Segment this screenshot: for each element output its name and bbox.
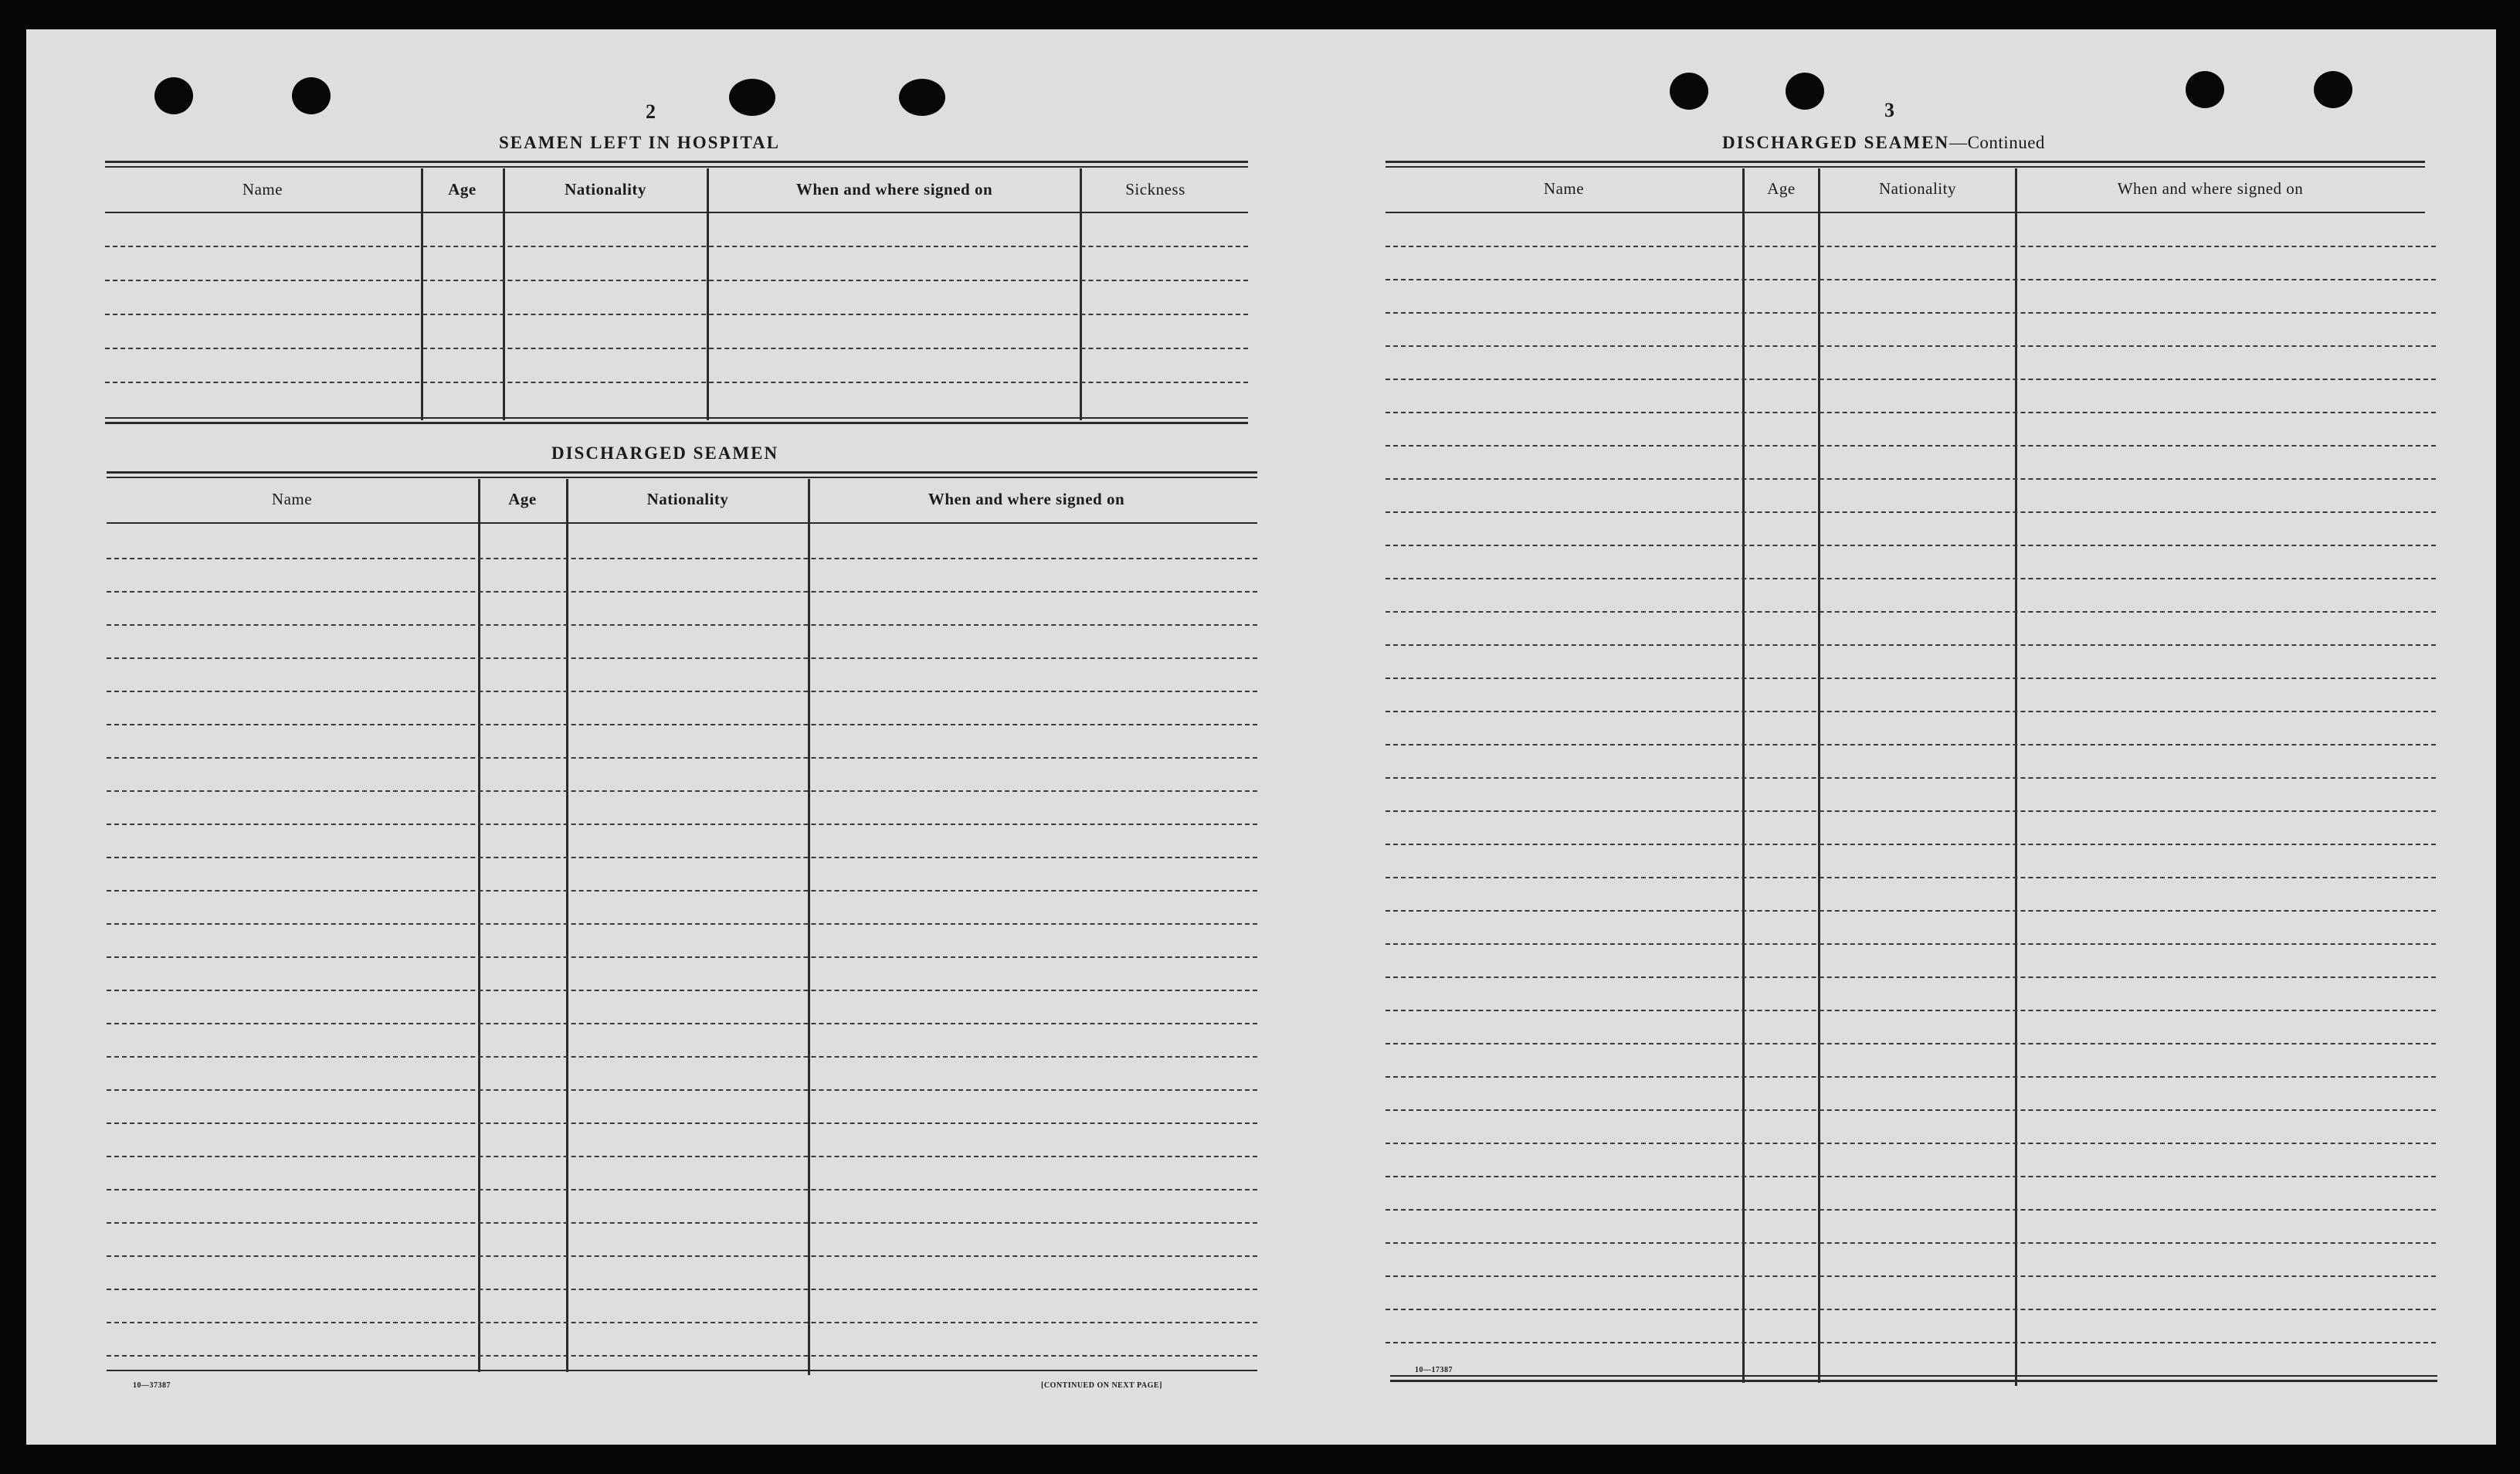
entry-row-line	[1385, 1043, 2436, 1044]
column-header-age: Age	[448, 180, 477, 199]
title-suffix: —Continued	[1949, 133, 2045, 152]
entry-row-line	[107, 1255, 1257, 1257]
column-header-nationality: Nationality	[646, 490, 729, 508]
column-header-name: Name	[271, 490, 313, 508]
entry-row-line	[1385, 910, 2436, 912]
entry-row-line	[1385, 1143, 2436, 1144]
entry-row-line	[107, 1056, 1257, 1058]
form-number: 10—17387	[1415, 1366, 1453, 1374]
column-header-name: Name	[1543, 179, 1585, 198]
entry-row-line	[1385, 1342, 2436, 1343]
entry-row-line	[107, 1222, 1257, 1224]
entry-row-line	[107, 624, 1257, 626]
page-number: 3	[1884, 99, 1894, 121]
entry-row-line	[105, 246, 1248, 247]
entry-row-line	[107, 1189, 1257, 1190]
binder-hole	[2314, 71, 2352, 108]
discharged-section-title: DISCHARGED SEAMEN	[551, 443, 779, 463]
header-rule	[1385, 212, 2425, 213]
entry-row-line	[105, 348, 1248, 349]
entry-row-line	[107, 691, 1257, 692]
binder-hole	[1786, 73, 1824, 110]
entry-row-line	[1385, 379, 2436, 380]
table-top-rule	[107, 471, 1257, 474]
entry-row-line	[1385, 976, 2436, 978]
entry-row-line	[105, 314, 1248, 315]
entry-row-line	[1385, 578, 2436, 579]
header-rule	[107, 522, 1257, 524]
header-rule	[105, 212, 1248, 213]
discharged-continued-title	[1722, 133, 2045, 153]
entry-row-line	[1385, 810, 2436, 812]
table-bottom-rule	[1390, 1380, 2437, 1382]
entry-row-line	[1385, 711, 2436, 712]
entry-row-line	[107, 558, 1257, 559]
hospital-section-title: SEAMEN LEFT IN HOSPITAL	[499, 133, 781, 152]
column-header-name: Name	[242, 180, 283, 199]
entry-row-line	[1385, 744, 2436, 745]
entry-row-line	[1385, 844, 2436, 845]
entry-row-line	[1385, 1209, 2436, 1211]
binder-hole	[292, 77, 331, 114]
column-divider	[566, 479, 568, 1372]
entry-row-line	[1385, 1010, 2436, 1011]
entry-row-line	[1385, 478, 2436, 480]
entry-row-line	[1385, 545, 2436, 546]
column-header-age: Age	[508, 490, 537, 508]
table-bottom-rule	[105, 417, 1248, 419]
table-bottom-rule	[105, 422, 1248, 424]
entry-row-line	[107, 1289, 1257, 1290]
column-divider	[478, 479, 480, 1372]
column-header-signed-on: When and where signed on	[928, 490, 1125, 508]
column-header-sickness: Sickness	[1125, 180, 1185, 199]
entry-row-line	[107, 956, 1257, 958]
entry-row-line	[1385, 412, 2436, 413]
table-top-rule	[1385, 166, 2425, 168]
entry-row-line	[107, 790, 1257, 792]
entry-row-line	[1385, 1109, 2436, 1111]
entry-row-line	[105, 280, 1248, 281]
entry-row-line	[107, 990, 1257, 991]
column-header-nationality: Nationality	[1879, 179, 1956, 198]
column-header-signed-on: When and where signed on	[795, 180, 993, 199]
entry-row-line	[107, 1023, 1257, 1024]
entry-row-line	[1385, 312, 2436, 314]
scanned-ledger-spread	[26, 29, 2496, 1445]
column-header-age: Age	[1767, 179, 1796, 198]
table-top-rule	[105, 161, 1248, 163]
form-number: 10—37387	[133, 1381, 171, 1390]
entry-row-line	[107, 923, 1257, 925]
entry-row-line	[1385, 1176, 2436, 1177]
entry-row-line	[1385, 678, 2436, 679]
entry-row-line	[1385, 611, 2436, 613]
binder-hole	[729, 79, 775, 116]
column-divider	[1818, 168, 1820, 1383]
entry-row-line	[107, 1122, 1257, 1124]
table-top-rule	[107, 477, 1257, 478]
binder-hole	[2186, 71, 2224, 108]
column-divider	[1742, 168, 1745, 1383]
entry-row-line	[1385, 1275, 2436, 1277]
entry-row-line	[107, 1322, 1257, 1323]
entry-row-line	[1385, 1242, 2436, 1244]
entry-row-line	[107, 657, 1257, 659]
entry-row-line	[1385, 445, 2436, 447]
entry-row-line	[107, 1156, 1257, 1157]
entry-row-line	[107, 1089, 1257, 1091]
entry-row-line	[1385, 1309, 2436, 1310]
entry-row-line	[1385, 943, 2436, 945]
entry-row-line	[1385, 511, 2436, 513]
entry-row-line	[1385, 777, 2436, 779]
entry-row-line	[1385, 279, 2436, 280]
column-divider	[808, 479, 810, 1375]
entry-row-line	[107, 591, 1257, 593]
continued-note: [CONTINUED ON NEXT PAGE]	[1041, 1381, 1162, 1390]
table-top-rule	[105, 166, 1248, 168]
column-header-nationality: Nationality	[565, 180, 646, 199]
entry-row-line	[1385, 877, 2436, 878]
table-bottom-rule	[107, 1370, 1257, 1371]
table-bottom-rule	[1390, 1375, 2437, 1377]
table-top-rule	[1385, 161, 2425, 163]
binder-hole	[154, 77, 193, 114]
binder-hole	[1670, 73, 1708, 110]
entry-row-line	[1385, 644, 2436, 646]
entry-row-line	[107, 724, 1257, 725]
column-header-signed-on: When and where signed on	[2117, 179, 2304, 198]
entry-row-line	[1385, 246, 2436, 247]
entry-row-line	[107, 824, 1257, 825]
binder-hole	[899, 79, 945, 116]
entry-row-line	[107, 857, 1257, 858]
entry-row-line	[1385, 1076, 2436, 1078]
entry-row-line	[107, 890, 1257, 892]
title-main: DISCHARGED SEAMEN	[1722, 133, 1950, 152]
entry-row-line	[105, 382, 1248, 383]
entry-row-line	[107, 1355, 1257, 1357]
page-number: 2	[646, 100, 656, 123]
entry-row-line	[1385, 345, 2436, 347]
entry-row-line	[107, 757, 1257, 759]
